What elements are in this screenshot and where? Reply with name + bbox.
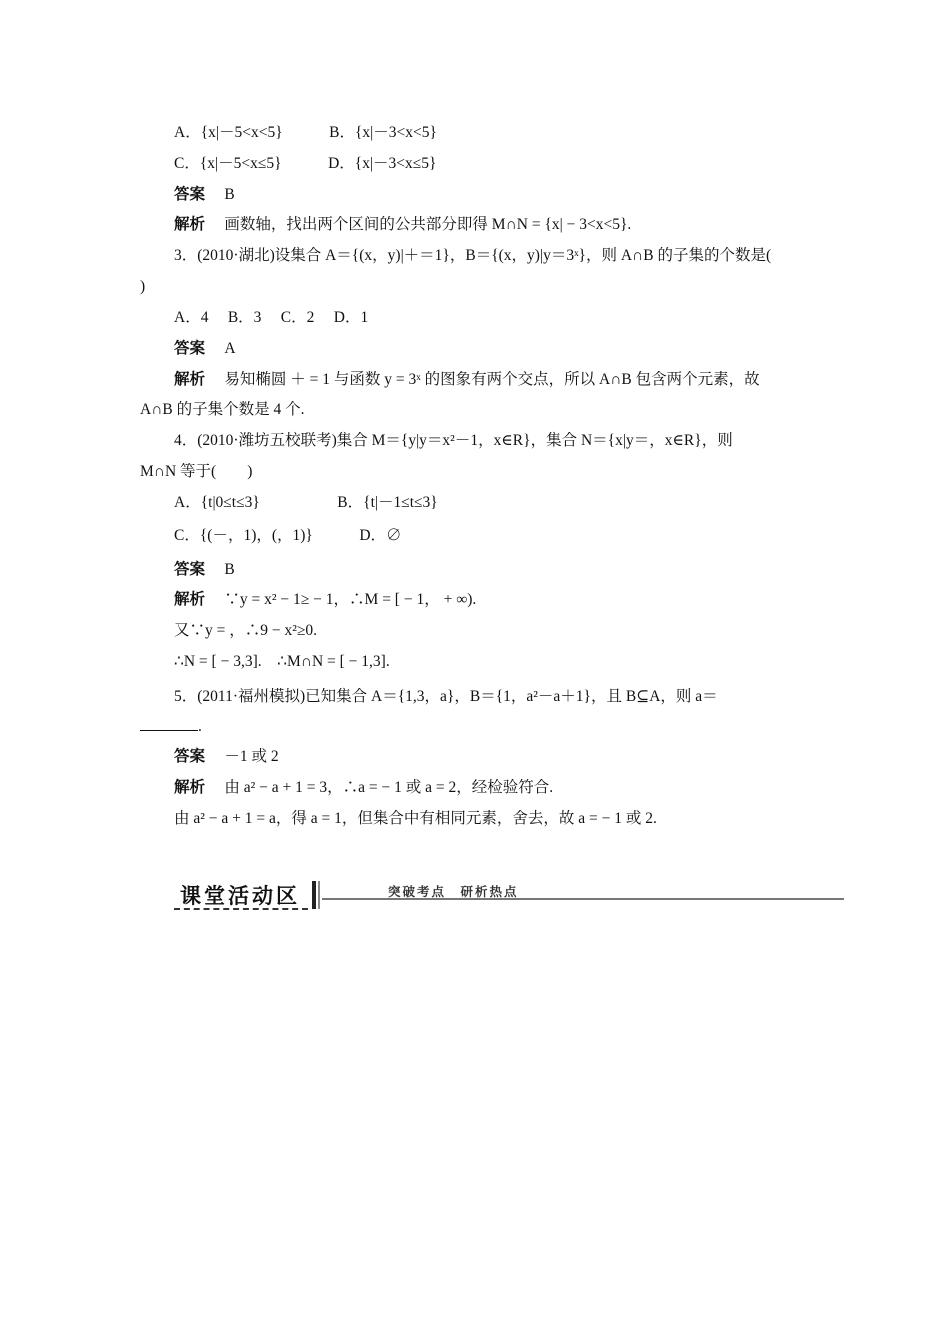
explanation-label: 解析 xyxy=(174,779,206,796)
explanation-label: 解析 xyxy=(174,591,206,608)
q4-stem-line2: M∩N 等于( ) xyxy=(140,463,253,480)
q3-explanation-line2: A∩B 的子集个数是 4 个. xyxy=(140,401,305,418)
stem-end: . xyxy=(198,718,202,735)
q5-answer xyxy=(174,746,279,768)
q3-answer xyxy=(174,338,236,360)
q5-stem-line2 xyxy=(140,716,202,738)
explanation-text: 易知椭圆 ＋ = 1 与函数 y = 3ˣ 的图象有两个交点，所以 A∩B 包含两个元素，故 xyxy=(224,371,760,388)
q2-options-cd: C．{x|－5<x≤5} D．{x|－3<x≤5} xyxy=(174,155,437,172)
q3-explanation-line1 xyxy=(174,369,760,391)
q4-stem-line1: 4．(2010·潍坊五校联考)集合 M＝{y|y＝x²－1，x∈R}，集合 N＝{x|y＝，x∈R}，则 xyxy=(174,432,733,449)
answer-label: 答案 xyxy=(174,561,206,578)
q2-answer xyxy=(174,184,235,206)
section-banner xyxy=(174,878,844,914)
q4-answer xyxy=(174,559,235,581)
answer-value: B xyxy=(224,561,235,578)
answer-value: B xyxy=(224,186,235,203)
answer-value: －1 或 2 xyxy=(224,748,279,765)
q4-explanation-line1 xyxy=(174,589,476,611)
answer-label: 答案 xyxy=(174,748,206,765)
explanation-label: 解析 xyxy=(174,371,206,388)
q3-stem-line1: 3．(2010·湖北)设集合 A＝{(x，y)|＋＝1}，B＝{(x，y)|y＝3ˣ}，则 A∩B 的子集的个数是( xyxy=(174,247,772,264)
q4-options-ab: A．{t|0≤t≤3} B．{t|－1≤t≤3} xyxy=(174,494,438,511)
explanation-text: ∵y = x² − 1≥ − 1，∴M = [ − 1， + ∞). xyxy=(224,591,477,608)
q3-options: A．4 B．3 C．2 D．1 xyxy=(174,309,369,326)
q5-explanation-line2: 由 a² − a + 1 = a，得 a = 1，但集合中有相同元素，舍去，故 a = − 1 或 2. xyxy=(174,810,657,827)
answer-label: 答案 xyxy=(174,340,206,357)
fill-in-blank xyxy=(140,716,198,731)
answer-value: A xyxy=(224,340,236,357)
q3-stem-line2: ) xyxy=(140,278,146,295)
q5-explanation-line1 xyxy=(174,777,553,799)
section-divider-bar-light xyxy=(318,881,320,909)
q2-options-ab: A．{x|－5<x<5} B．{x|－3<x<5} xyxy=(174,124,437,141)
q2-explanation xyxy=(174,214,631,236)
explanation-text: 画数轴，找出两个区间的公共部分即得 M∩N = {x| − 3<x<5}. xyxy=(224,216,632,233)
explanation-label: 解析 xyxy=(174,216,206,233)
q4-explanation-line3: ∴N = [ − 3,3]. ∴M∩N = [ − 1,3]. xyxy=(174,653,390,670)
section-title-underline xyxy=(174,908,308,910)
section-divider-bar xyxy=(312,881,316,909)
explanation-text: 由 a² − a + 1 = 3，∴a = − 1 或 a = 2，经检验符合. xyxy=(224,779,554,796)
q4-options-cd: C．{(－，1)，(，1)} D．∅ xyxy=(174,527,402,544)
section-subtitle: 突破考点 研析热点 xyxy=(388,884,519,899)
q4-explanation-line2: 又∵y = ，∴9 − x²≥0. xyxy=(174,622,318,639)
answer-label: 答案 xyxy=(174,186,206,203)
section-title: 课堂活动区 xyxy=(180,884,300,908)
q5-stem-line1: 5．(2011·福州模拟)已知集合 A＝{1,3，a}，B＝{1，a²－a＋1}，且 B⊆A，则 a＝ xyxy=(174,688,718,705)
